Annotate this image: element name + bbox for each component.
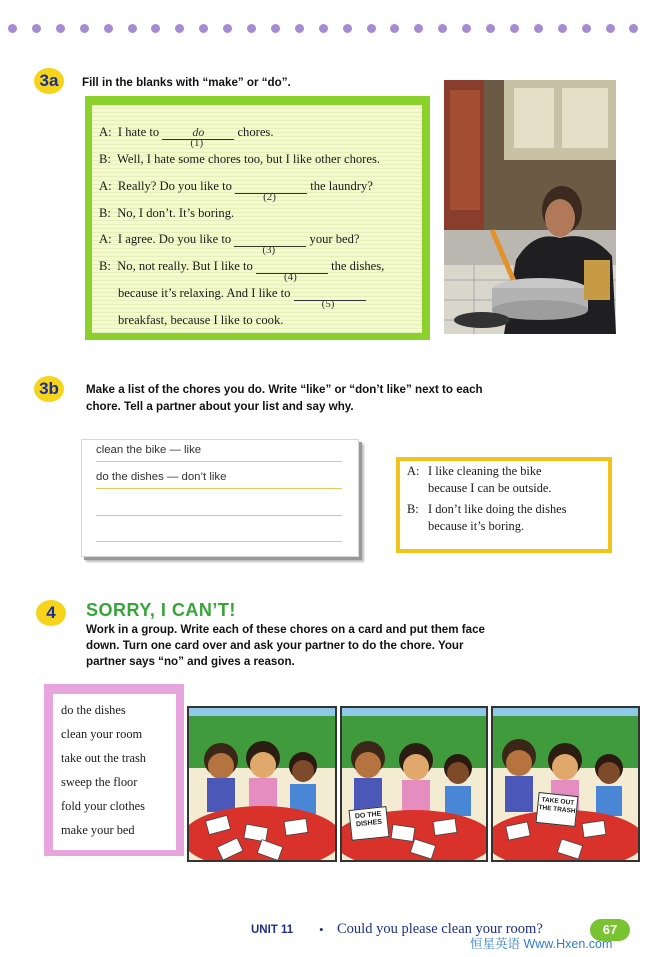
section-3b-instruction-line-2: chore. Tell a partner about your list and say why. bbox=[86, 400, 354, 413]
dialogue-line-5: A: I agree. Do you like to (3) your bed? bbox=[99, 232, 360, 256]
blank-4[interactable]: (4) bbox=[256, 259, 328, 274]
section-4-instruction-line-1: Work in a group. Write each of these chores on a card and put them face bbox=[86, 623, 485, 636]
chore-item: fold your clothes bbox=[61, 799, 145, 813]
border-dot bbox=[223, 24, 232, 33]
card-take-out-the-trash: TAKE OUT THE TRASH bbox=[535, 792, 578, 827]
border-dot bbox=[367, 24, 376, 33]
section-3b-badge: 3b bbox=[34, 376, 64, 402]
border-dot bbox=[343, 24, 352, 33]
card-do-the-dishes: DO THE DISHES bbox=[348, 806, 389, 841]
border-dot bbox=[175, 24, 184, 33]
dialogue-line-4: B: No, I don’t. It’s boring. bbox=[99, 206, 235, 220]
example-b-speaker: B: bbox=[407, 502, 419, 516]
section-4-title: SORRY, I CAN’T! bbox=[86, 600, 236, 620]
watermark: 恒星英语 Www.Hxen.com bbox=[470, 937, 613, 951]
chore-list-row[interactable] bbox=[96, 498, 342, 516]
border-dot bbox=[295, 24, 304, 33]
example-a-line-2: because I can be outside. bbox=[428, 481, 552, 495]
cartoon-panel-2 bbox=[340, 706, 488, 862]
page-number: 67 bbox=[590, 919, 630, 941]
cartoon-panel-3 bbox=[491, 706, 640, 862]
border-dot bbox=[414, 24, 423, 33]
border-dot bbox=[462, 24, 471, 33]
border-dot bbox=[128, 24, 137, 33]
section-3a-badge: 3a bbox=[34, 68, 64, 94]
chore-item: do the dishes bbox=[61, 703, 126, 717]
chore-item: take out the trash bbox=[61, 751, 146, 765]
section-4-instruction-line-3: partner says “no” and gives a reason. bbox=[86, 655, 295, 668]
cooking-photo bbox=[444, 80, 616, 334]
example-a-line-1: I like cleaning the bike bbox=[428, 464, 542, 478]
border-dot bbox=[582, 24, 591, 33]
blank-5[interactable]: (5) bbox=[294, 286, 366, 301]
border-dot bbox=[56, 24, 65, 33]
chore-item: sweep the floor bbox=[61, 775, 138, 789]
chore-item: make your bed bbox=[61, 823, 135, 837]
border-dot bbox=[32, 24, 41, 33]
border-dot bbox=[104, 24, 113, 33]
border-dot bbox=[319, 24, 328, 33]
border-dot bbox=[606, 24, 615, 33]
dialogue-line-6: B: No, not really. But I like to (4) the dishes, bbox=[99, 259, 385, 283]
blank-2[interactable]: (2) bbox=[235, 179, 307, 194]
footer-unit: UNIT 11 bbox=[251, 924, 294, 936]
border-dot bbox=[558, 24, 567, 33]
footer-title: Could you please clean your room? bbox=[337, 921, 543, 937]
section-4-badge: 4 bbox=[36, 600, 66, 626]
border-dot bbox=[390, 24, 399, 33]
dialogue-line-8: breakfast, because I like to cook. bbox=[118, 313, 284, 327]
chore-item: clean your room bbox=[61, 727, 143, 741]
border-dot bbox=[510, 24, 519, 33]
example-b-line-1: I don’t like doing the dishes bbox=[428, 502, 567, 516]
dialogue-line-7: because it’s relaxing. And I like to (5) bbox=[118, 286, 366, 301]
blank-1[interactable]: do (1) bbox=[162, 125, 234, 140]
section-3a-instruction: Fill in the blanks with “make” or “do”. bbox=[82, 76, 291, 89]
chore-list-row[interactable]: clean the bike — like bbox=[96, 444, 342, 462]
dotted-border bbox=[0, 22, 650, 36]
border-dot bbox=[247, 24, 256, 33]
cartoon-panel-1 bbox=[187, 706, 337, 862]
blank-3[interactable]: (3) bbox=[234, 232, 306, 247]
chore-list-row[interactable] bbox=[96, 524, 342, 542]
border-dot bbox=[534, 24, 543, 33]
border-dot bbox=[629, 24, 638, 33]
border-dot bbox=[271, 24, 280, 33]
section-4-instruction-line-2: down. Turn one card over and ask your partner to do the chore. Your bbox=[86, 639, 464, 652]
border-dot bbox=[486, 24, 495, 33]
footer-bullet: • bbox=[319, 922, 324, 937]
dialogue-line-3: A: Really? Do you like to (2) the laundry? bbox=[99, 179, 373, 203]
dialogue-line-2: B: Well, I hate some chores too, but I like other chores. bbox=[99, 152, 381, 166]
border-dot bbox=[438, 24, 447, 33]
example-a-speaker: A: bbox=[407, 464, 420, 478]
dialogue-line-1: A: I hate to do (1) chores. bbox=[99, 125, 274, 149]
border-dot bbox=[151, 24, 160, 33]
border-dot bbox=[80, 24, 89, 33]
border-dot bbox=[199, 24, 208, 33]
chore-list-row[interactable]: do the dishes — don’t like bbox=[96, 471, 342, 489]
border-dot bbox=[8, 24, 17, 33]
example-b-line-2: because it’s boring. bbox=[428, 519, 525, 533]
section-3b-instruction-line-1: Make a list of the chores you do. Write “like” or “don’t like” next to each bbox=[86, 383, 483, 396]
